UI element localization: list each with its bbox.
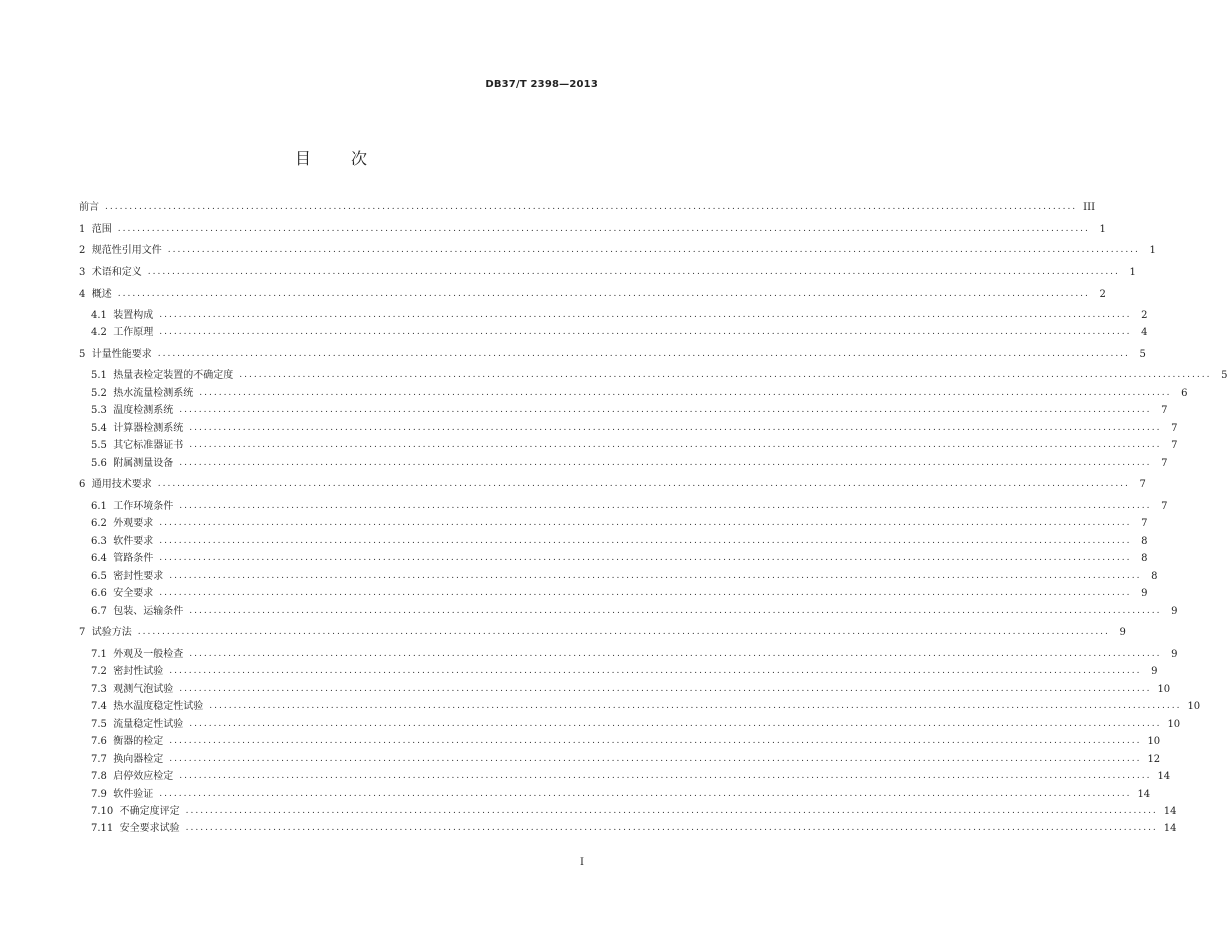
toc-leader-dots: ........................................................................................................................................................................................................ bbox=[179, 405, 1152, 415]
page-title bbox=[0, 146, 662, 169]
toc-entry-label: 温度检测系统 bbox=[113, 405, 174, 416]
title-char-2: 次 bbox=[351, 149, 368, 168]
toc-entry-label: 热水温度稳定性试验 bbox=[113, 701, 204, 712]
toc-entry-page: 5 bbox=[1139, 349, 1146, 360]
toc-entry-number: 4.1 bbox=[91, 310, 114, 321]
toc-entry-page: 9 bbox=[1171, 606, 1178, 617]
toc-entry[interactable] bbox=[79, 733, 1161, 750]
toc-entry-page: 14 bbox=[1163, 806, 1177, 817]
toc-leader-dots: ........................................................................................................................................................................................................ bbox=[105, 202, 1078, 212]
toc-entry[interactable] bbox=[79, 533, 1148, 550]
toc-entry[interactable] bbox=[79, 585, 1148, 602]
toc-leader-dots: ........................................................................................................................................................................................................ bbox=[159, 789, 1132, 799]
toc-entry-page: 2 bbox=[1099, 289, 1106, 300]
toc-entry[interactable] bbox=[79, 698, 1201, 715]
toc-entry-label: 通用技术要求 bbox=[91, 479, 152, 490]
toc-entry-page: 1 bbox=[1099, 224, 1106, 235]
toc-entry-number: 6.5 bbox=[91, 571, 114, 582]
toc-leader-dots: ........................................................................................................................................................................................................ bbox=[117, 224, 1090, 234]
toc-entry-number: 5.2 bbox=[91, 388, 114, 399]
toc-entry[interactable] bbox=[79, 820, 1177, 837]
toc-entry-number: 3 bbox=[79, 267, 92, 278]
toc-entry[interactable] bbox=[79, 568, 1158, 585]
toc-entry-number: 6.3 bbox=[91, 536, 114, 547]
toc-entry-page: 7 bbox=[1161, 501, 1168, 512]
toc-entry[interactable] bbox=[79, 498, 1168, 515]
toc-entry-page: 8 bbox=[1151, 571, 1158, 582]
toc-entry-number: 4.2 bbox=[91, 327, 114, 338]
toc-entry-number: 7.3 bbox=[91, 684, 114, 695]
toc-entry[interactable] bbox=[79, 264, 1136, 281]
toc-leader-dots: ........................................................................................................................................................................................................ bbox=[179, 684, 1152, 694]
toc-entry-label: 前言 bbox=[79, 202, 99, 213]
toc-leader-dots: ........................................................................................................................................................................................................ bbox=[159, 553, 1132, 563]
toc-leader-dots: ........................................................................................................................................................................................................ bbox=[185, 823, 1158, 833]
toc-entry-page: 7 bbox=[1139, 479, 1146, 490]
toc-entry[interactable] bbox=[79, 199, 1096, 216]
toc-entry[interactable] bbox=[79, 402, 1168, 419]
toc-entry-page: III bbox=[1083, 202, 1096, 213]
toc-entry-page: 7 bbox=[1161, 458, 1168, 469]
toc-leader-dots: ........................................................................................................................................................................................................ bbox=[189, 649, 1162, 659]
toc-entry-page: 10 bbox=[1157, 684, 1171, 695]
toc-entry-label: 其它标准器证书 bbox=[113, 440, 184, 451]
toc-entry-label: 管路条件 bbox=[113, 553, 154, 564]
toc-entry[interactable] bbox=[79, 420, 1178, 437]
toc-leader-dots: ........................................................................................................................................................................................................ bbox=[137, 627, 1110, 637]
toc-entry-page: 5 bbox=[1221, 370, 1227, 381]
toc-entry-label: 工作环境条件 bbox=[113, 501, 174, 512]
toc-entry-number: 6 bbox=[79, 479, 92, 490]
toc-entry-page: 9 bbox=[1119, 627, 1126, 638]
toc-leader-dots: ........................................................................................................................................................................................................ bbox=[189, 440, 1162, 450]
toc-entry-number: 7.11 bbox=[91, 823, 120, 834]
toc-entry[interactable] bbox=[79, 515, 1148, 532]
toc-entry[interactable] bbox=[79, 385, 1188, 402]
title-char-1: 目 bbox=[294, 149, 311, 168]
toc-entry-number: 1 bbox=[79, 224, 92, 235]
toc-entry-label: 范围 bbox=[91, 224, 112, 235]
toc-entry-number: 7.1 bbox=[91, 649, 114, 660]
toc-entry-number: 6.2 bbox=[91, 518, 114, 529]
toc-entry[interactable] bbox=[79, 242, 1156, 259]
toc-entry-number: 6.1 bbox=[91, 501, 114, 512]
toc-entry-number: 7.10 bbox=[91, 806, 120, 817]
toc-leader-dots: ........................................................................................................................................................................................................ bbox=[117, 289, 1090, 299]
toc-entry-page: 4 bbox=[1141, 327, 1148, 338]
toc-entry-label: 密封性试验 bbox=[113, 666, 164, 677]
toc-entry[interactable] bbox=[79, 367, 1227, 384]
toc-leader-dots: ........................................................................................................................................................................................................ bbox=[159, 536, 1132, 546]
toc-entry-number: 7.4 bbox=[91, 701, 114, 712]
toc-entry[interactable] bbox=[79, 768, 1171, 785]
toc-entry-label: 附属测量设备 bbox=[113, 458, 174, 469]
toc-entry[interactable] bbox=[79, 307, 1148, 324]
toc-entry-page: 10 bbox=[1187, 701, 1201, 712]
toc-entry[interactable] bbox=[79, 286, 1106, 303]
toc-entry-page: 7 bbox=[1161, 405, 1168, 416]
toc-entry-page: 14 bbox=[1157, 771, 1171, 782]
toc-entry[interactable] bbox=[79, 221, 1106, 238]
toc-entry-number: 2 bbox=[79, 245, 92, 256]
toc-leader-dots: ........................................................................................................................................................................................................ bbox=[189, 423, 1162, 433]
toc-leader-dots: ........................................................................................................................................................................................................ bbox=[189, 606, 1162, 616]
toc-entry-page: 7 bbox=[1141, 518, 1148, 529]
toc-entry-label: 衡器的检定 bbox=[113, 736, 164, 747]
toc-entry-label: 试验方法 bbox=[91, 627, 132, 638]
toc-leader-dots: ........................................................................................................................................................................................................ bbox=[179, 501, 1152, 511]
toc-leader-dots: ........................................................................................................................................................................................................ bbox=[169, 754, 1142, 764]
toc-leader-dots: ........................................................................................................................................................................................................ bbox=[179, 771, 1152, 781]
toc-entry-number: 5.1 bbox=[91, 370, 114, 381]
toc-entry-page: 9 bbox=[1141, 588, 1148, 599]
toc-entry-page: 10 bbox=[1167, 719, 1181, 730]
toc-entry-page: 9 bbox=[1151, 666, 1158, 677]
toc-entry-page: 14 bbox=[1163, 823, 1177, 834]
toc-entry-page: 1 bbox=[1129, 267, 1136, 278]
toc-entry-label: 软件验证 bbox=[113, 789, 154, 800]
toc-entry-label: 软件要求 bbox=[113, 536, 154, 547]
toc-entry-number: 6.6 bbox=[91, 588, 114, 599]
toc-entry-number: 7 bbox=[79, 627, 92, 638]
toc-leader-dots: ........................................................................................................................................................................................................ bbox=[169, 571, 1142, 581]
toc-entry-page: 2 bbox=[1141, 310, 1148, 321]
toc-leader-dots: ........................................................................................................................................................................................................ bbox=[159, 327, 1132, 337]
toc-entry-page: 7 bbox=[1171, 423, 1178, 434]
toc-entry-label: 概述 bbox=[91, 289, 112, 300]
toc-entry-label: 观测气泡试验 bbox=[113, 684, 174, 695]
toc-entry[interactable] bbox=[79, 624, 1126, 641]
toc-leader-dots: ........................................................................................................................................................................................................ bbox=[179, 458, 1152, 468]
toc-entry-label: 安全要求试验 bbox=[119, 823, 180, 834]
toc-entry-number: 7.2 bbox=[91, 666, 114, 677]
toc-entry[interactable] bbox=[79, 663, 1158, 680]
toc-entry[interactable] bbox=[79, 803, 1177, 820]
toc-entry-number: 5.5 bbox=[91, 440, 114, 451]
toc-entry-label: 外观要求 bbox=[113, 518, 154, 529]
toc-leader-dots: ........................................................................................................................................................................................................ bbox=[169, 666, 1142, 676]
toc-leader-dots: ........................................................................................................................................................................................................ bbox=[199, 388, 1172, 398]
toc-entry-page: 6 bbox=[1181, 388, 1188, 399]
toc-entry-number: 7.8 bbox=[91, 771, 114, 782]
toc-entry-label: 规范性引用文件 bbox=[91, 245, 162, 256]
toc-leader-dots: ........................................................................................................................................................................................................ bbox=[159, 588, 1132, 598]
toc-entry-label: 包装、运输条件 bbox=[113, 606, 184, 617]
toc-leader-dots: ........................................................................................................................................................................................................ bbox=[239, 370, 1212, 380]
toc-leader-dots: ........................................................................................................................................................................................................ bbox=[189, 719, 1162, 729]
toc-entry-label: 工作原理 bbox=[113, 327, 154, 338]
toc-leader-dots: ........................................................................................................................................................................................................ bbox=[185, 806, 1158, 816]
toc-entry-page: 12 bbox=[1147, 754, 1161, 765]
toc-entry-page: 8 bbox=[1141, 536, 1148, 547]
toc-entry-page: 1 bbox=[1149, 245, 1156, 256]
toc-entry-label: 不确定度评定 bbox=[119, 806, 180, 817]
toc-entry-number: 5.4 bbox=[91, 423, 114, 434]
toc-leader-dots: ........................................................................................................................................................................................................ bbox=[147, 267, 1120, 277]
toc-entry-number: 7.9 bbox=[91, 789, 114, 800]
toc-entry-page: 7 bbox=[1171, 440, 1178, 451]
document-code: DB37/T 2398—2013 bbox=[485, 79, 598, 90]
toc-entry-number: 5.3 bbox=[91, 405, 114, 416]
toc-entry[interactable] bbox=[79, 646, 1178, 663]
toc-entry-label: 启停效应检定 bbox=[113, 771, 174, 782]
toc-entry[interactable] bbox=[79, 346, 1146, 363]
toc-entry[interactable] bbox=[79, 476, 1146, 493]
toc-entry-label: 计算器检测系统 bbox=[113, 423, 184, 434]
toc-leader-dots: ........................................................................................................................................................................................................ bbox=[209, 701, 1182, 711]
toc-entry[interactable] bbox=[79, 751, 1161, 768]
toc-entry-number: 5.6 bbox=[91, 458, 114, 469]
toc-entry-number: 5 bbox=[79, 349, 92, 360]
toc-leader-dots: ........................................................................................................................................................................................................ bbox=[159, 518, 1132, 528]
toc-entry-number: 7.6 bbox=[91, 736, 114, 747]
toc-entry-label: 外观及一般检查 bbox=[113, 649, 184, 660]
toc-entry[interactable] bbox=[79, 455, 1168, 472]
toc-entry-label: 术语和定义 bbox=[91, 267, 142, 278]
toc-entry-number: 4 bbox=[79, 289, 92, 300]
toc-entry-page: 10 bbox=[1147, 736, 1161, 747]
toc-entry[interactable] bbox=[79, 786, 1151, 803]
toc-entry-label: 密封性要求 bbox=[113, 571, 164, 582]
toc-entry[interactable] bbox=[79, 550, 1148, 567]
toc-entry[interactable] bbox=[79, 716, 1181, 733]
toc-entry-number: 6.7 bbox=[91, 606, 114, 617]
toc-entry-label: 热水流量检测系统 bbox=[113, 388, 194, 399]
toc-entry-label: 装置构成 bbox=[113, 310, 154, 321]
toc-entry-page: 9 bbox=[1171, 649, 1178, 660]
toc-entry-label: 计量性能要求 bbox=[91, 349, 152, 360]
toc-leader-dots: ........................................................................................................................................................................................................ bbox=[169, 736, 1142, 746]
toc-entry-label: 热量表检定装置的不确定度 bbox=[113, 370, 234, 381]
toc-entry-label: 流量稳定性试验 bbox=[113, 719, 184, 730]
toc-entry[interactable] bbox=[79, 603, 1178, 620]
toc-entry-label: 安全要求 bbox=[113, 588, 154, 599]
toc-entry-page: 8 bbox=[1141, 553, 1148, 564]
toc-leader-dots: ........................................................................................................................................................................................................ bbox=[157, 349, 1130, 359]
toc-entry-number: 7.7 bbox=[91, 754, 114, 765]
toc-leader-dots: ........................................................................................................................................................................................................ bbox=[167, 245, 1140, 255]
toc-entry-number: 6.4 bbox=[91, 553, 114, 564]
toc-entry-page: 14 bbox=[1137, 789, 1151, 800]
toc-entry-number: 7.5 bbox=[91, 719, 114, 730]
toc-entry[interactable] bbox=[79, 681, 1171, 698]
toc-leader-dots: ........................................................................................................................................................................................................ bbox=[157, 479, 1130, 489]
page-number: I bbox=[580, 857, 584, 868]
toc-entry[interactable] bbox=[79, 437, 1178, 454]
toc-entry[interactable] bbox=[79, 324, 1148, 341]
toc-entry-label: 换向器检定 bbox=[113, 754, 164, 765]
toc-leader-dots: ........................................................................................................................................................................................................ bbox=[159, 310, 1132, 320]
